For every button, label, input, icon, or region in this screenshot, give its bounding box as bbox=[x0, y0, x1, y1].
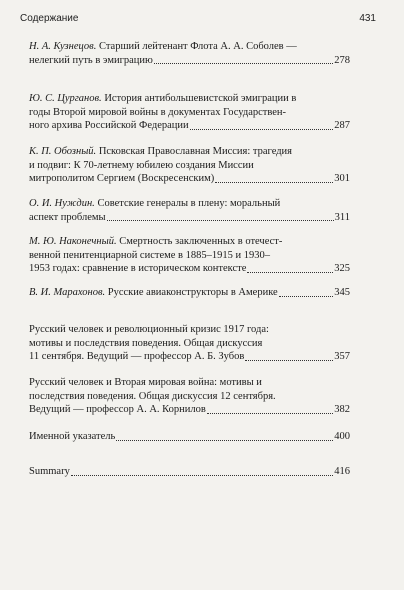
toc-entry-title-line: последствия поведения. Общая дискуссия 12 сентября. bbox=[29, 390, 276, 402]
running-head bbox=[20, 13, 376, 24]
toc-entry-title-line: Советские генералы в плену: моральный bbox=[97, 198, 281, 209]
toc-entry-title-line: Русский человек и Вторая мировая война: мотивы и bbox=[29, 377, 262, 388]
toc-entry-author: О. И. Нуждин. bbox=[29, 198, 95, 209]
toc-entry-page: 325 bbox=[334, 263, 350, 275]
dot-leader bbox=[245, 360, 333, 361]
dot-leader bbox=[116, 440, 333, 441]
toc-entry-page: 382 bbox=[334, 404, 350, 416]
toc-entry-title-line: Русский человек и революционный кризис 1917 года: bbox=[29, 324, 269, 335]
dot-leader bbox=[71, 475, 333, 476]
toc-entry-title-last-line: ного архива Российской Федерации bbox=[29, 120, 189, 132]
dot-leader bbox=[207, 413, 333, 414]
toc-entry-page: 400 bbox=[334, 431, 350, 442]
toc-entry bbox=[29, 465, 350, 479]
toc-entry-page: 278 bbox=[334, 54, 350, 66]
toc-entry-title-last-line: Именной указатель bbox=[29, 431, 116, 442]
toc-entry-title-line: годы Второй мировой войны в документах Государствен- bbox=[29, 106, 287, 118]
toc-entry-title-line: Псковская Православная Миссия: трагедия bbox=[98, 146, 293, 157]
toc-entry-page: 301 bbox=[334, 173, 350, 185]
toc-entry bbox=[29, 323, 350, 364]
toc-entry bbox=[29, 197, 350, 224]
toc-entry-page: 311 bbox=[334, 211, 350, 223]
toc-entry-title-line: венной пенитенциарной системе в 1885–1915 и 1930– bbox=[29, 249, 271, 261]
toc-entry-author: М. Ю. Наконечный. bbox=[29, 236, 117, 247]
toc-entry-page: 345 bbox=[334, 287, 350, 298]
toc-entry-page: 287 bbox=[334, 120, 350, 132]
toc-entry-title-line: мотивы и последствия поведения. Общая дискуссия bbox=[29, 337, 263, 349]
dot-leader bbox=[190, 129, 334, 130]
toc-entry-author: В. И. Марахонов. bbox=[29, 287, 106, 298]
dot-leader bbox=[247, 272, 333, 273]
toc-entry bbox=[29, 286, 350, 300]
toc-entry-title-last-line: 1953 годах: сравнение в историческом контексте bbox=[29, 263, 247, 275]
dot-leader bbox=[215, 182, 333, 183]
dot-leader bbox=[154, 63, 333, 64]
toc-entry bbox=[29, 92, 350, 133]
toc-entry-author: Ю. С. Цурганов. bbox=[29, 93, 102, 104]
toc-entry-title-last-line: Русские авиаконструкторы в Америке bbox=[107, 287, 278, 298]
toc-entry bbox=[29, 145, 350, 186]
toc-entry-title-line: и подвиг: К 70-летнему юбилею создания Миссии bbox=[29, 159, 254, 171]
toc-entry-author: Н. А. Кузнецов. bbox=[29, 41, 97, 52]
toc-entry-page: 416 bbox=[334, 466, 350, 477]
toc-entry-title-line: Смертность заключенных в отечест- bbox=[119, 236, 283, 247]
running-head-title: Содержание bbox=[20, 13, 79, 24]
toc-entry-title-last-line: Ведущий — профессор А. А. Корнилов bbox=[29, 404, 206, 416]
toc-entry-author: К. П. Обозный. bbox=[29, 146, 97, 157]
toc-entry-title-line: Старший лейтенант Флота А. А. Соболев — bbox=[98, 41, 297, 52]
toc-entry-page: 357 bbox=[334, 351, 350, 363]
toc-entry bbox=[29, 376, 350, 417]
toc-entry-title-last-line: митрополитом Сергием (Воскресенским) bbox=[29, 173, 215, 185]
dot-leader bbox=[279, 296, 334, 297]
toc-entry-title-last-line: аспект проблемы bbox=[29, 211, 106, 223]
toc-entry-title-last-line: Summary bbox=[29, 466, 70, 477]
running-head-page-number: 431 bbox=[359, 13, 376, 24]
toc-entry-title-line: История антибольшевистской эмиграции в bbox=[104, 93, 297, 104]
toc-entry bbox=[29, 430, 350, 444]
toc-entry-title-last-line: нелегкий путь в эмиграцию bbox=[29, 54, 153, 66]
toc-entry bbox=[29, 40, 350, 67]
toc-entry-title-last-line: 11 сентября. Ведущий — профессор А. Б. Зубов bbox=[29, 351, 245, 363]
dot-leader bbox=[107, 220, 334, 221]
toc-entry bbox=[29, 235, 350, 276]
